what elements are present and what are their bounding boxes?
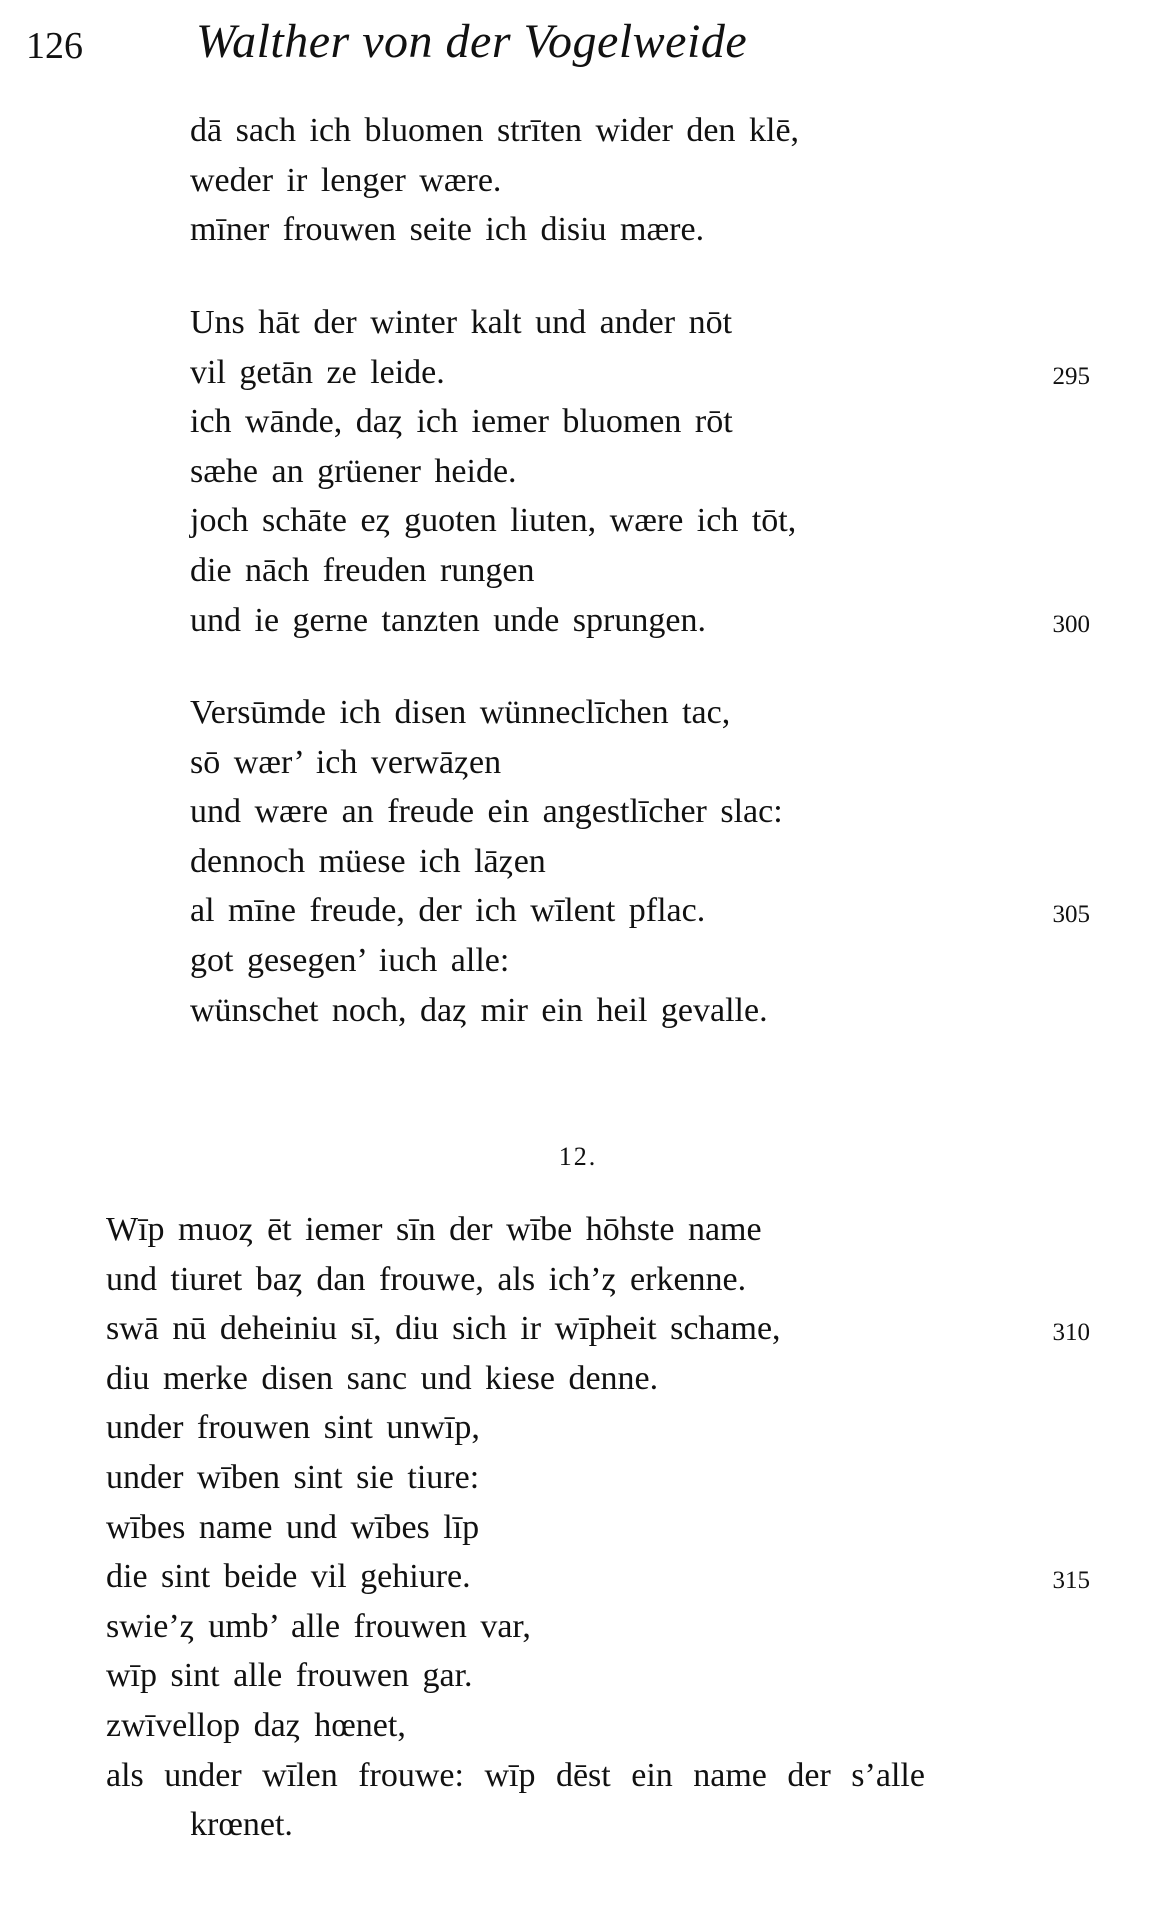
verse-text: sō wær’ ich verwāȥen <box>190 743 502 781</box>
verse-line <box>0 936 1156 986</box>
verse-line <box>0 1354 1156 1404</box>
verse-text: krœnet. <box>190 1806 293 1844</box>
verse-line <box>0 986 1156 1036</box>
verse-line <box>0 886 1156 936</box>
verse-text: wīp sint alle frouwen gar. <box>106 1657 473 1695</box>
verse-text: joch schāte eȥ guoten liuten, wære ich tōt, <box>190 502 797 540</box>
verse-line <box>0 156 1156 206</box>
stanza-3 <box>0 688 1156 1035</box>
verse-line <box>0 837 1156 887</box>
verse-text: Versūmde ich disen wünneclīchen tac, <box>190 694 731 731</box>
verse-line <box>0 1701 1156 1751</box>
verse-text: mīner frouwen seite ich disiu mære. <box>190 211 705 249</box>
line-number: 300 <box>1052 610 1090 638</box>
line-number: 310 <box>1052 1319 1090 1347</box>
verse-line <box>0 546 1156 596</box>
verse-line <box>0 688 1156 738</box>
stanza-1 <box>0 106 1156 255</box>
verse-line <box>0 1651 1156 1701</box>
line-number: 305 <box>1052 901 1090 929</box>
verse-text: wünschet noch, daȥ mir ein heil gevalle. <box>190 991 768 1029</box>
verse-line <box>0 298 1156 348</box>
verse-text: under frouwen sint unwīp, <box>106 1409 480 1447</box>
verse-line <box>0 1503 1156 1553</box>
verse-text: als under wīlen frouwe: wīp dēst ein name der s’alle <box>106 1756 925 1794</box>
verse-line <box>0 1255 1156 1305</box>
verse-line <box>0 447 1156 497</box>
verse-text: vil getān ze leide. <box>190 353 445 391</box>
verse-text: wībes name und wībes līp <box>106 1508 480 1546</box>
running-title: Walther von der Vogelweide <box>196 15 748 68</box>
verse-line-continuation <box>0 1800 1156 1850</box>
stanza-2 <box>0 298 1156 645</box>
verse-line <box>0 496 1156 546</box>
verse-line <box>0 1304 1156 1354</box>
verse-line <box>0 1552 1156 1602</box>
verse-text: dennoch müese ich lāȥen <box>190 842 546 880</box>
verse-text: und wære an freude ein angestlīcher slac: <box>190 793 783 831</box>
verse-text: got gesegen’ iuch alle: <box>190 941 510 979</box>
verse-text: ich wānde, daȥ ich iemer bluomen rōt <box>190 403 733 441</box>
verse-text: dā sach ich bluomen strīten wider den klē, <box>190 112 800 149</box>
verse-line <box>0 1602 1156 1652</box>
verse-text: swā nū deheiniu sī, diu sich ir wīpheit schame, <box>106 1310 781 1348</box>
verse-line <box>0 596 1156 646</box>
verse-line <box>0 1403 1156 1453</box>
verse-text: und ie gerne tanzten unde sprungen. <box>190 601 706 639</box>
verse-text: Uns hāt der winter kalt und ander nōt <box>190 304 733 341</box>
verse-text: swie’ȥ umb’ alle frouwen var, <box>106 1607 531 1645</box>
verse-line <box>0 397 1156 447</box>
page-number: 126 <box>26 25 83 67</box>
line-number: 315 <box>1052 1567 1090 1595</box>
verse-text: die sint beide vil gehiure. <box>106 1558 471 1596</box>
verse-line <box>0 348 1156 398</box>
verse-line <box>0 1751 1156 1801</box>
verse-line <box>0 1205 1156 1255</box>
verse-text: under wīben sint sie tiure: <box>106 1458 480 1496</box>
verse-line <box>0 787 1156 837</box>
verse-line <box>0 1453 1156 1503</box>
verse-text: weder ir lenger wære. <box>190 161 502 199</box>
verse-line <box>0 738 1156 788</box>
line-number: 295 <box>1052 362 1090 390</box>
verse-line <box>0 205 1156 255</box>
verse-text: sæhe an grüener heide. <box>190 452 517 490</box>
verse-text: und tiuret baȥ dan frouwe, als ich’ȥ erkenne. <box>106 1260 747 1298</box>
poem-12 <box>0 1205 1156 1850</box>
verse-line <box>0 106 1156 156</box>
verse-text: al mīne freude, der ich wīlent pflac. <box>190 892 706 930</box>
verse-text: die nāch freuden rungen <box>190 551 535 589</box>
verse-text: Wīp muoȥ ēt iemer sīn der wībe hōhste name <box>106 1211 762 1248</box>
poem-number-heading: 12. <box>558 1142 598 1171</box>
verse-text: zwīvellop daȥ hœnet, <box>106 1706 406 1744</box>
verse-text: diu merke disen sanc und kiese denne. <box>106 1359 659 1397</box>
